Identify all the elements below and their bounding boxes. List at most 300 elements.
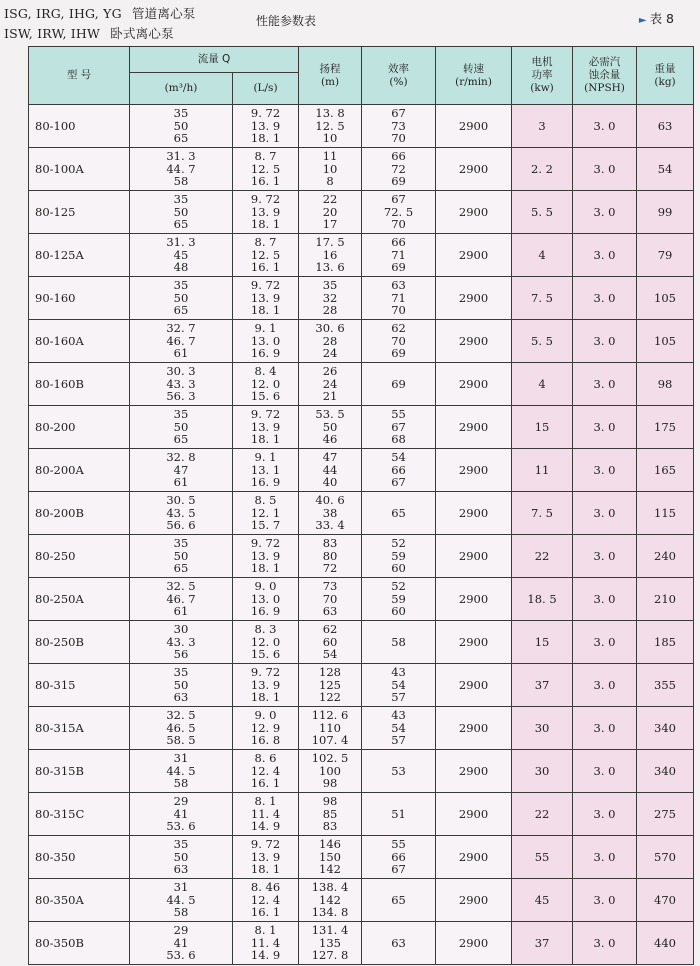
flow-m3h-value: 53. 6 <box>166 948 196 963</box>
flow-m3h-value: 44. 5 <box>166 763 196 778</box>
efficiency-cell <box>362 922 436 965</box>
flow-m3h-value: 31. 3 <box>166 149 196 164</box>
flow-ls-cell <box>233 578 299 621</box>
table-row <box>29 320 694 363</box>
motor-power-cell: 45 <box>512 879 573 922</box>
npsh-cell: 3. 0 <box>573 578 637 621</box>
flow-m3h-value: 43. 3 <box>166 634 196 649</box>
col-header-weight-unit: (kg) <box>654 75 676 88</box>
model-cell: 80-200B <box>29 492 130 535</box>
model-cell: 80-350B <box>29 922 130 965</box>
flow-m3h-value: 32. 8 <box>166 450 196 465</box>
table-caption: 性能参数表 <box>256 14 317 28</box>
flow-ls-cell <box>233 621 299 664</box>
head-value: 100 <box>319 763 341 778</box>
speed-cell: 2900 <box>436 922 512 965</box>
head-value: 134. 8 <box>311 905 349 920</box>
flow-ls-value: 12. 1 <box>250 505 281 520</box>
header-line-pipeline <box>4 4 196 22</box>
table-number <box>639 9 674 27</box>
head-value: 146 <box>319 837 341 852</box>
flow-ls-cell <box>233 750 299 793</box>
head-cell <box>299 793 362 836</box>
flow-m3h-cell <box>130 234 233 277</box>
efficiency-value: 43 <box>391 708 406 723</box>
flow-m3h-value: 56 <box>173 647 189 662</box>
efficiency-value: 67 <box>391 106 406 121</box>
flow-m3h-value: 30. 5 <box>166 493 196 508</box>
weight-cell: 99 <box>637 191 694 234</box>
head-value: 13. 8 <box>315 106 345 121</box>
head-value: 83 <box>322 819 338 834</box>
motor-power-cell: 15 <box>512 406 573 449</box>
npsh-cell: 3. 0 <box>573 535 637 578</box>
efficiency-value: 63 <box>391 935 406 950</box>
flow-ls-cell <box>233 664 299 707</box>
efficiency-cell <box>362 707 436 750</box>
table-row <box>29 621 694 664</box>
efficiency-value: 55 <box>391 407 406 422</box>
efficiency-value: 57 <box>391 690 406 705</box>
flow-ls-value: 16. 1 <box>250 776 281 791</box>
flow-m3h-value: 32. 5 <box>166 579 196 594</box>
efficiency-value: 59 <box>391 591 406 606</box>
table-row <box>29 793 694 836</box>
efficiency-cell <box>362 277 436 320</box>
flow-ls-value: 9. 72 <box>250 407 281 422</box>
head-value: 60 <box>322 634 338 649</box>
header-horizontal-type: 卧式离心泵 <box>110 26 174 41</box>
flow-ls-value: 12. 0 <box>250 376 281 391</box>
head-cell <box>299 621 362 664</box>
weight-cell: 98 <box>637 363 694 406</box>
motor-power-cell: 11 <box>512 449 573 492</box>
flow-ls-value: 12. 4 <box>250 892 281 907</box>
flow-m3h-cell <box>130 191 233 234</box>
speed-cell: 2900 <box>436 234 512 277</box>
speed-cell: 2900 <box>436 105 512 148</box>
flow-ls-value: 9. 72 <box>250 837 281 852</box>
npsh-cell: 3. 0 <box>573 406 637 449</box>
head-value: 73 <box>322 579 338 594</box>
flow-m3h-cell <box>130 148 233 191</box>
flow-m3h-cell <box>130 750 233 793</box>
weight-cell: 240 <box>637 535 694 578</box>
flow-m3h-value: 43. 5 <box>166 505 196 520</box>
flow-m3h-value: 41 <box>173 806 189 821</box>
flow-ls-cell <box>233 449 299 492</box>
flow-m3h-value: 31 <box>173 880 189 895</box>
head-cell <box>299 879 362 922</box>
npsh-cell: 3. 0 <box>573 320 637 363</box>
efficiency-cell <box>362 363 436 406</box>
efficiency-value: 57 <box>391 733 406 748</box>
weight-cell: 165 <box>637 449 694 492</box>
flow-ls-value: 8. 5 <box>254 493 277 508</box>
efficiency-value: 63 <box>391 278 406 293</box>
efficiency-value: 70 <box>391 303 406 318</box>
col-header-model: 型 号 <box>29 47 130 105</box>
efficiency-cell <box>362 879 436 922</box>
head-cell <box>299 234 362 277</box>
head-value: 26 <box>322 364 338 379</box>
head-value: 17. 5 <box>315 235 345 250</box>
head-value: 131. 4 <box>311 923 349 938</box>
flow-ls-value: 9. 0 <box>254 579 277 594</box>
motor-power-cell: 5. 5 <box>512 191 573 234</box>
head-value: 150 <box>319 849 341 864</box>
flow-ls-value: 18. 1 <box>250 131 281 146</box>
head-cell <box>299 449 362 492</box>
flow-ls-value: 8. 4 <box>254 364 277 379</box>
flow-ls-value: 9. 72 <box>250 536 281 551</box>
head-value: 135 <box>319 935 341 950</box>
col-header-motor-power-label: 电机功率 <box>531 56 553 81</box>
flow-ls-value: 18. 1 <box>250 432 281 447</box>
flow-m3h-value: 46. 7 <box>166 333 196 348</box>
head-value: 72 <box>322 561 338 576</box>
efficiency-cell <box>362 449 436 492</box>
head-cell <box>299 191 362 234</box>
model-cell: 80-125 <box>29 191 130 234</box>
table-row <box>29 707 694 750</box>
flow-m3h-value: 61 <box>173 604 189 619</box>
flow-m3h-cell <box>130 105 233 148</box>
speed-cell: 2900 <box>436 363 512 406</box>
npsh-cell: 3. 0 <box>573 621 637 664</box>
model-cell: 80-160A <box>29 320 130 363</box>
head-value: 44 <box>322 462 338 477</box>
motor-power-cell: 30 <box>512 750 573 793</box>
motor-power-cell: 7. 5 <box>512 492 573 535</box>
head-value: 10 <box>322 131 338 146</box>
speed-cell: 2900 <box>436 535 512 578</box>
efficiency-cell <box>362 578 436 621</box>
npsh-cell: 3. 0 <box>573 105 637 148</box>
flow-m3h-value: 41 <box>173 935 189 950</box>
flow-ls-cell <box>233 793 299 836</box>
efficiency-value: 52 <box>391 579 406 594</box>
motor-power-cell: 7. 5 <box>512 277 573 320</box>
flow-ls-value: 13. 9 <box>250 677 281 692</box>
motor-power-cell: 2. 2 <box>512 148 573 191</box>
efficiency-cell <box>362 664 436 707</box>
flow-m3h-value: 50 <box>173 677 189 692</box>
flow-ls-cell <box>233 277 299 320</box>
flow-ls-value: 16. 9 <box>250 346 281 361</box>
efficiency-value: 69 <box>391 174 406 189</box>
efficiency-value: 70 <box>391 131 406 146</box>
efficiency-value: 54 <box>391 677 406 692</box>
flow-ls-value: 18. 1 <box>250 690 281 705</box>
model-cell: 80-350 <box>29 836 130 879</box>
flow-ls-value: 13. 1 <box>250 462 281 477</box>
head-value: 47 <box>322 450 338 465</box>
motor-power-cell: 55 <box>512 836 573 879</box>
flow-ls-cell <box>233 191 299 234</box>
head-value: 35 <box>322 278 338 293</box>
flow-m3h-value: 45 <box>173 247 189 262</box>
model-cell: 80-100 <box>29 105 130 148</box>
efficiency-cell <box>362 148 436 191</box>
table-row <box>29 535 694 578</box>
flow-m3h-value: 50 <box>173 849 189 864</box>
flow-ls-cell <box>233 492 299 535</box>
efficiency-cell <box>362 320 436 363</box>
flow-m3h-cell <box>130 406 233 449</box>
flow-m3h-value: 50 <box>173 290 189 305</box>
npsh-cell: 3. 0 <box>573 492 637 535</box>
flow-m3h-cell <box>130 492 233 535</box>
speed-cell: 2900 <box>436 750 512 793</box>
head-value: 33. 4 <box>315 518 345 533</box>
flow-m3h-value: 50 <box>173 204 189 219</box>
head-value: 24 <box>322 376 338 391</box>
efficiency-value: 65 <box>391 892 406 907</box>
model-cell: 80-250B <box>29 621 130 664</box>
speed-cell: 2900 <box>436 320 512 363</box>
efficiency-value: 54 <box>391 720 406 735</box>
model-cell: 80-200 <box>29 406 130 449</box>
flow-m3h-value: 35 <box>173 536 189 551</box>
weight-cell: 79 <box>637 234 694 277</box>
flow-ls-cell <box>233 707 299 750</box>
efficiency-value: 67 <box>391 192 406 207</box>
flow-m3h-cell <box>130 664 233 707</box>
motor-power-cell: 30 <box>512 707 573 750</box>
flow-ls-value: 18. 1 <box>250 862 281 877</box>
head-value: 63 <box>322 604 338 619</box>
flow-ls-value: 9. 72 <box>250 278 281 293</box>
head-cell <box>299 707 362 750</box>
flow-m3h-cell <box>130 793 233 836</box>
flow-m3h-value: 44. 7 <box>166 161 196 176</box>
speed-cell: 2900 <box>436 836 512 879</box>
weight-cell: 115 <box>637 492 694 535</box>
col-header-motor-power <box>512 47 573 105</box>
table-row <box>29 879 694 922</box>
performance-table <box>28 46 694 965</box>
col-header-weight-label: 重量 <box>654 62 676 75</box>
speed-cell: 2900 <box>436 191 512 234</box>
table-number-label: 表 8 <box>649 11 674 26</box>
efficiency-value: 70 <box>391 333 406 348</box>
npsh-cell: 3. 0 <box>573 191 637 234</box>
head-value: 13. 6 <box>315 260 345 275</box>
efficiency-value: 65 <box>391 505 406 520</box>
flow-m3h-value: 56. 3 <box>166 389 196 404</box>
efficiency-cell <box>362 750 436 793</box>
table-body <box>29 105 694 965</box>
head-value: 50 <box>322 419 338 434</box>
head-value: 98 <box>322 776 338 791</box>
flow-ls-value: 16. 9 <box>250 475 281 490</box>
speed-cell: 2900 <box>436 406 512 449</box>
motor-power-cell: 4 <box>512 363 573 406</box>
head-cell <box>299 105 362 148</box>
efficiency-value: 66 <box>391 849 406 864</box>
head-cell <box>299 750 362 793</box>
flow-m3h-value: 35 <box>173 837 189 852</box>
model-cell: 90-160 <box>29 277 130 320</box>
efficiency-value: 60 <box>391 604 406 619</box>
header-horizontal-models: ISW, IRW, IHW <box>4 26 101 41</box>
model-cell: 80-315A <box>29 707 130 750</box>
flow-m3h-cell <box>130 578 233 621</box>
head-value: 38 <box>322 505 338 520</box>
flow-m3h-value: 61 <box>173 475 189 490</box>
col-header-speed-unit: (r/min) <box>455 75 492 88</box>
weight-cell: 275 <box>637 793 694 836</box>
efficiency-value: 54 <box>391 450 406 465</box>
flow-m3h-value: 53. 6 <box>166 819 196 834</box>
head-value: 98 <box>322 794 338 809</box>
efficiency-value: 69 <box>391 260 406 275</box>
efficiency-cell <box>362 492 436 535</box>
motor-power-cell: 22 <box>512 793 573 836</box>
head-value: 28 <box>322 333 338 348</box>
flow-ls-value: 12. 9 <box>250 720 281 735</box>
flow-m3h-value: 35 <box>173 278 189 293</box>
efficiency-cell <box>362 793 436 836</box>
flow-m3h-value: 50 <box>173 548 189 563</box>
flow-m3h-value: 58 <box>173 174 189 189</box>
head-value: 122 <box>319 690 341 705</box>
flow-m3h-cell <box>130 836 233 879</box>
flow-ls-value: 9. 72 <box>250 106 281 121</box>
efficiency-value: 68 <box>391 432 406 447</box>
head-value: 83 <box>322 536 338 551</box>
table-row <box>29 836 694 879</box>
efficiency-value: 55 <box>391 837 406 852</box>
efficiency-cell <box>362 621 436 664</box>
flow-m3h-value: 58 <box>173 905 189 920</box>
npsh-cell: 3. 0 <box>573 793 637 836</box>
flow-ls-value: 13. 9 <box>250 548 281 563</box>
npsh-cell: 3. 0 <box>573 234 637 277</box>
flow-ls-value: 14. 9 <box>250 819 281 834</box>
flow-m3h-value: 56. 6 <box>166 518 196 533</box>
flow-ls-cell <box>233 879 299 922</box>
table-row <box>29 922 694 965</box>
head-value: 53. 5 <box>315 407 345 422</box>
flow-m3h-value: 29 <box>173 923 189 938</box>
flow-ls-cell <box>233 234 299 277</box>
flow-m3h-value: 61 <box>173 346 189 361</box>
efficiency-value: 43 <box>391 665 406 680</box>
weight-cell: 470 <box>637 879 694 922</box>
head-value: 107. 4 <box>311 733 349 748</box>
motor-power-cell: 15 <box>512 621 573 664</box>
flow-m3h-cell <box>130 535 233 578</box>
flow-m3h-value: 65 <box>173 217 189 232</box>
model-cell: 80-100A <box>29 148 130 191</box>
npsh-cell: 3. 0 <box>573 277 637 320</box>
efficiency-cell <box>362 535 436 578</box>
head-value: 127. 8 <box>311 948 349 963</box>
flow-ls-value: 12. 5 <box>250 247 281 262</box>
model-cell: 80-160B <box>29 363 130 406</box>
head-value: 128 <box>319 665 341 680</box>
head-value: 70 <box>322 591 338 606</box>
head-value: 112. 6 <box>311 708 349 723</box>
head-value: 110 <box>319 720 341 735</box>
head-value: 125 <box>319 677 341 692</box>
head-cell <box>299 664 362 707</box>
flow-ls-value: 8. 1 <box>254 794 277 809</box>
flow-m3h-value: 63 <box>173 690 189 705</box>
flow-ls-value: 9. 1 <box>254 450 277 465</box>
flow-m3h-value: 47 <box>173 462 189 477</box>
flow-ls-value: 8. 1 <box>254 923 277 938</box>
col-header-head-label: 扬程 <box>319 62 341 75</box>
flow-ls-cell <box>233 406 299 449</box>
efficiency-value: 69 <box>391 346 406 361</box>
head-cell <box>299 535 362 578</box>
table-row <box>29 234 694 277</box>
head-cell <box>299 277 362 320</box>
table-row <box>29 105 694 148</box>
head-value: 21 <box>322 389 338 404</box>
triangle-right-icon: ► <box>638 15 647 26</box>
head-value: 54 <box>322 647 338 662</box>
efficiency-cell <box>362 191 436 234</box>
head-value: 62 <box>322 622 338 637</box>
col-header-npsh-unit: (NPSH) <box>584 82 625 94</box>
efficiency-value: 72. 5 <box>383 204 414 219</box>
col-header-head-unit: (m) <box>320 75 340 88</box>
efficiency-value: 52 <box>391 536 406 551</box>
efficiency-value: 72 <box>391 161 406 176</box>
weight-cell: 570 <box>637 836 694 879</box>
flow-ls-cell <box>233 320 299 363</box>
flow-ls-value: 8. 7 <box>254 149 277 164</box>
col-header-flow-ls: (L/s) <box>233 73 299 105</box>
head-value: 102. 5 <box>311 751 349 766</box>
efficiency-value: 66 <box>391 235 406 250</box>
weight-cell: 63 <box>637 105 694 148</box>
head-value: 12. 5 <box>315 118 345 133</box>
table-row <box>29 406 694 449</box>
model-cell: 80-315 <box>29 664 130 707</box>
speed-cell: 2900 <box>436 707 512 750</box>
flow-m3h-value: 46. 7 <box>166 591 196 606</box>
flow-ls-value: 13. 9 <box>250 849 281 864</box>
table-row <box>29 664 694 707</box>
header-pipeline-models: ISG, IRG, IHG, YG <box>4 6 122 21</box>
flow-m3h-value: 32. 5 <box>166 708 196 723</box>
flow-ls-value: 13. 9 <box>250 290 281 305</box>
flow-m3h-value: 65 <box>173 432 189 447</box>
efficiency-cell <box>362 234 436 277</box>
weight-cell: 210 <box>637 578 694 621</box>
motor-power-cell: 22 <box>512 535 573 578</box>
flow-ls-value: 12. 4 <box>250 763 281 778</box>
head-cell <box>299 922 362 965</box>
efficiency-value: 67 <box>391 419 406 434</box>
col-header-efficiency-unit: (%) <box>389 75 408 88</box>
flow-m3h-cell <box>130 363 233 406</box>
flow-ls-value: 16. 9 <box>250 604 281 619</box>
head-value: 138. 4 <box>311 880 349 895</box>
efficiency-value: 73 <box>391 118 406 133</box>
col-header-efficiency <box>362 47 436 105</box>
flow-m3h-value: 65 <box>173 303 189 318</box>
model-cell: 80-250A <box>29 578 130 621</box>
speed-cell: 2900 <box>436 148 512 191</box>
flow-ls-value: 12. 5 <box>250 161 281 176</box>
flow-ls-value: 16. 1 <box>250 174 281 189</box>
